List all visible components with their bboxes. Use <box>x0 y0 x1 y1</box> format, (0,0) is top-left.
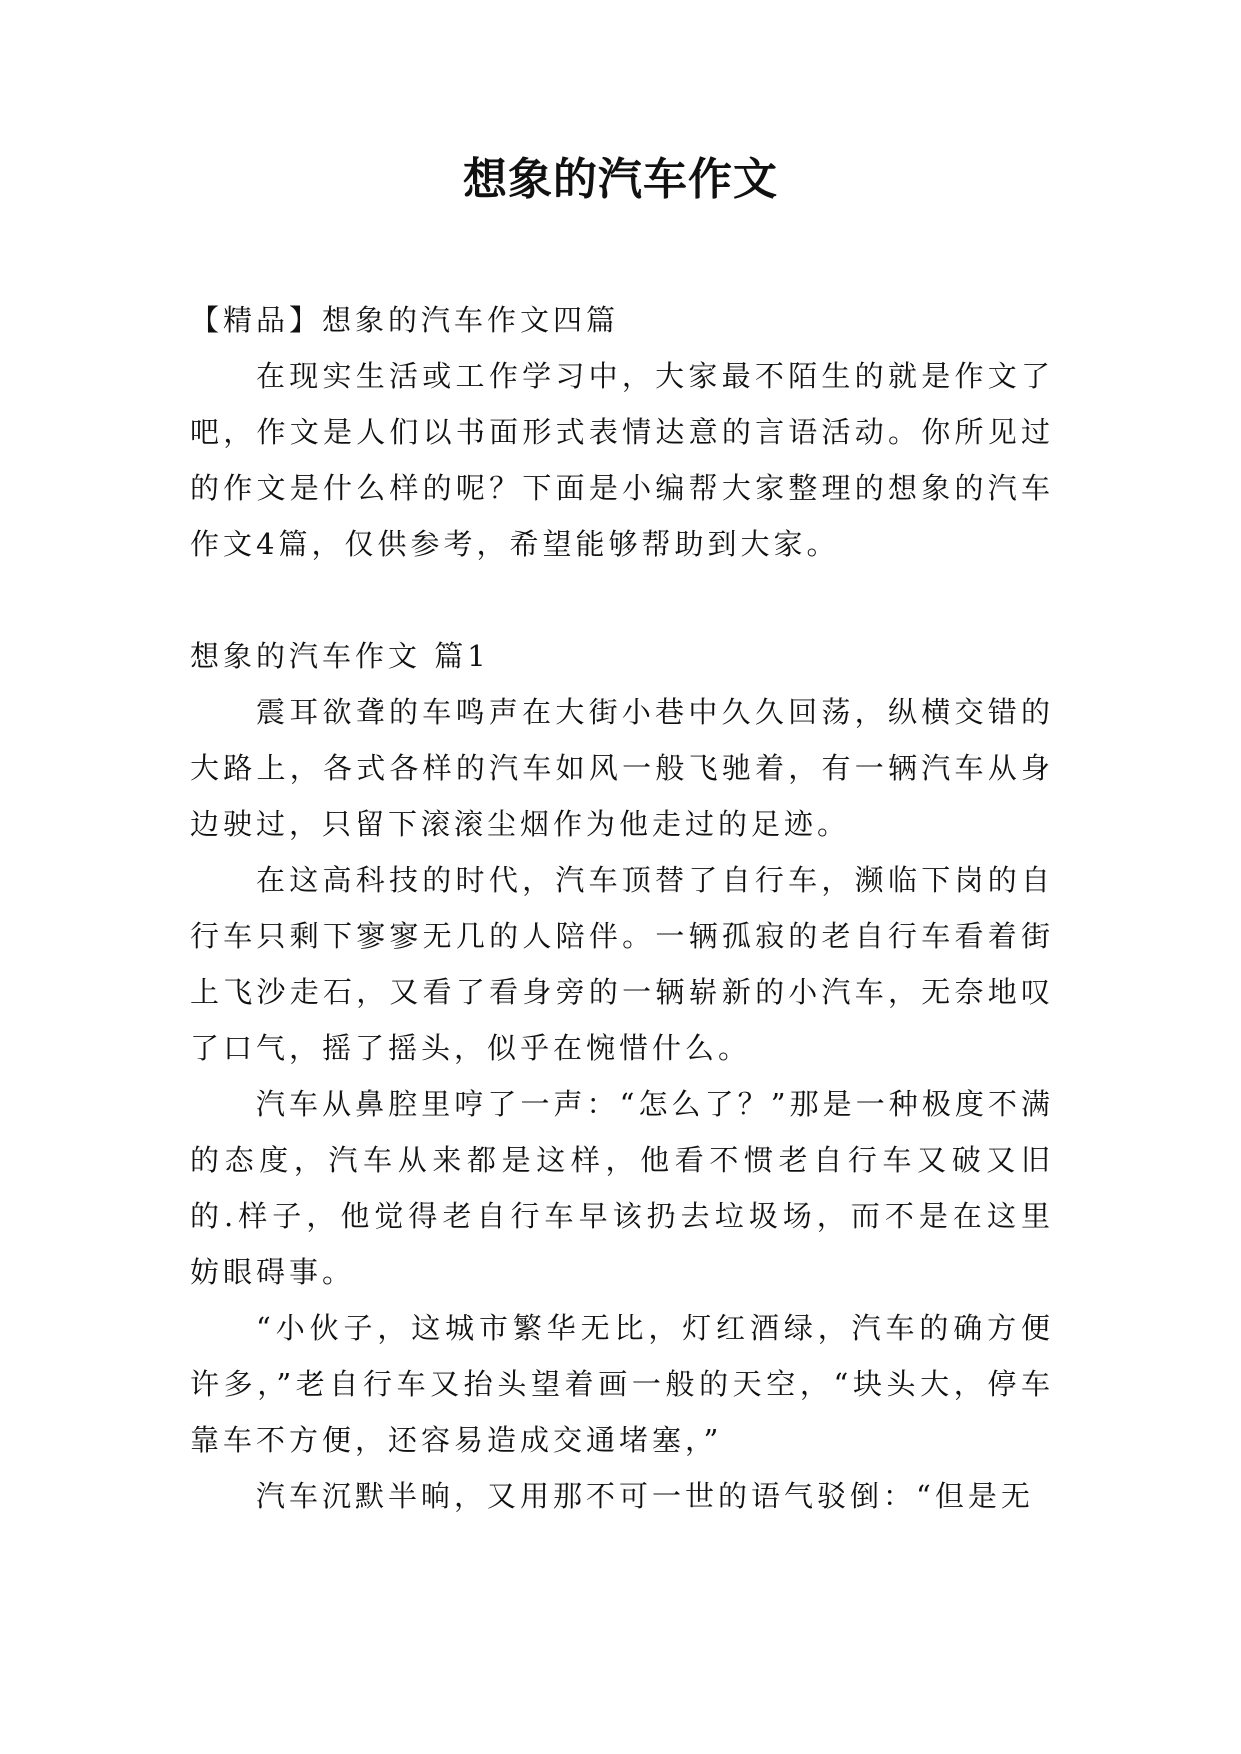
section-heading: 想象的汽车作文 篇1 <box>190 639 490 673</box>
body-paragraph: 震耳欲聋的车鸣声在大街小巷中久久回荡，纵横交错的大路上，各式各样的汽车如风一般飞驰着，有一辆汽车从身边驶过，只留下滚滚尘烟作为他走过的足迹。 <box>190 695 1054 841</box>
body-paragraph: 汽车沉默半晌，又用那不可一世的语气驳倒：“但是无 <box>256 1479 1034 1513</box>
document-body <box>190 292 1054 1524</box>
subtitle: 【精品】想象的汽车作文四篇 <box>190 303 620 337</box>
body-paragraph: 在这高科技的时代，汽车顶替了自行车，濒临下岗的自行车只剩下寥寥无几的人陪伴。一辆孤寂的老自行车看着街上飞沙走石，又看了看身旁的一辆崭新的小汽车，无奈地叹了口气，摇了摇头，似乎在惋惜什么。 <box>190 863 1054 1065</box>
body-paragraph: “小伙子，这城市繁华无比，灯红酒绿，汽车的确方便许多，”老自行车又抬头望着画一般的天空，“块头大，停车靠车不方便，还容易造成交通堵塞，” <box>190 1311 1054 1457</box>
document-title: 想象的汽车作文 <box>463 154 778 205</box>
body-paragraph: 汽车从鼻腔里哼了一声：“怎么了？”那是一种极度不满的态度，汽车从来都是这样，他看不惯老自行车又破又旧的.样子，他觉得老自行车早该扔去垃圾场，而不是在这里妨眼碍事。 <box>190 1087 1054 1289</box>
intro-paragraph: 在现实生活或工作学习中，大家最不陌生的就是作文了吧，作文是人们以书面形式表情达意的言语活动。你所见过的作文是什么样的呢？下面是小编帮大家整理的想象的汽车作文4篇，仅供参考，希望能够帮助到大家。 <box>190 359 1054 561</box>
